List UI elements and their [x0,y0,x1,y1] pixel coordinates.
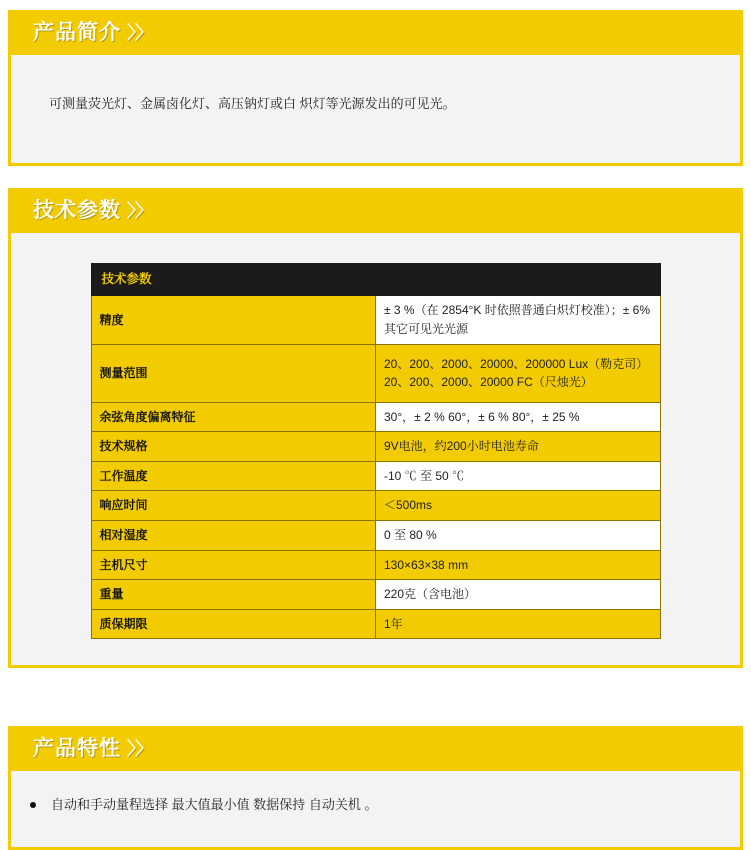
product-feature-list [11,771,740,846]
section-title-wrap [33,738,152,759]
section-header-product-intro [11,10,740,55]
table-row [91,521,660,551]
spec-key-cell: 余弦角度偏离特征 [91,402,376,432]
spec-value-cell: 0 至 80 % [376,521,661,551]
section-title-text: 技术参数 [33,199,121,223]
spec-value-cell: 9V电池，约200小时电池寿命 [376,432,661,462]
chevron-right-icon: 〉〉 [127,23,152,43]
spec-key-cell: 相对湿度 [91,521,376,551]
specs-table [91,263,661,639]
section-title-text: 产品简介 [33,21,121,44]
chevron-right-icon: 〉〉 [127,201,152,222]
table-row [91,296,660,344]
section-technical-specs [8,188,743,668]
spec-key-cell: 测量范围 [91,344,376,402]
spacer [0,668,751,690]
section-body-product-intro [11,55,740,163]
list-item: 自动和手动量程选择 最大值最小值 数据保持 自动关机 。 [21,793,740,816]
section-title-text: 产品特性 [33,737,121,761]
table-row [91,491,660,521]
section-body-technical-specs [11,233,740,665]
product-detail-page [0,10,751,813]
spec-key-cell: 工作温度 [91,461,376,491]
spec-value-cell: -10 ℃ 至 50 ℃ [376,461,661,491]
table-row [91,432,660,462]
table-row [91,609,660,639]
section-header-product-features [11,726,740,771]
spec-value-cell: ± 3 %（在 2854°K 时依照普通白炽灯校准）；± 6% 其它可见光光源 [376,296,661,344]
table-row [91,344,660,402]
spec-key-cell: 质保期限 [91,609,376,639]
spec-value-cell: 20、200、2000、20000、200000 Lux（勒克司） 20、200、2000、20000 FC（尺烛光） [376,344,661,402]
spec-value-cell: 1年 [376,609,661,639]
spec-value-cell: 30°，± 2 % 60°，± 6 % 80°，± 25 % [376,402,661,432]
section-product-intro [8,10,743,166]
table-row [91,580,660,610]
specs-table-header-row [91,264,660,296]
spec-value-cell: 220克（含电池） [376,580,661,610]
specs-table-header-cell: 技术参数 [91,264,660,296]
chevron-right-icon: 〉〉 [127,739,152,760]
spec-key-cell: 精度 [91,296,376,344]
section-title-wrap [33,200,152,221]
spec-key-cell: 响应时间 [91,491,376,521]
table-row [91,550,660,580]
table-row [91,461,660,491]
spec-key-cell: 重量 [91,580,376,610]
spec-value-cell: 130×63×38 mm [376,550,661,580]
product-intro-text: 可测量荧光灯、金属卤化灯、高压钠灯或白 炽灯等光源发出的可见光。 [49,96,456,111]
spec-key-cell: 技术规格 [91,432,376,462]
spec-key-cell: 主机尺寸 [91,550,376,580]
spacer [0,166,751,188]
section-product-features [8,726,743,849]
spec-value-cell: ＜500ms [376,491,661,521]
section-header-technical-specs [11,188,740,233]
section-title-wrap [33,22,152,43]
table-row [91,402,660,432]
